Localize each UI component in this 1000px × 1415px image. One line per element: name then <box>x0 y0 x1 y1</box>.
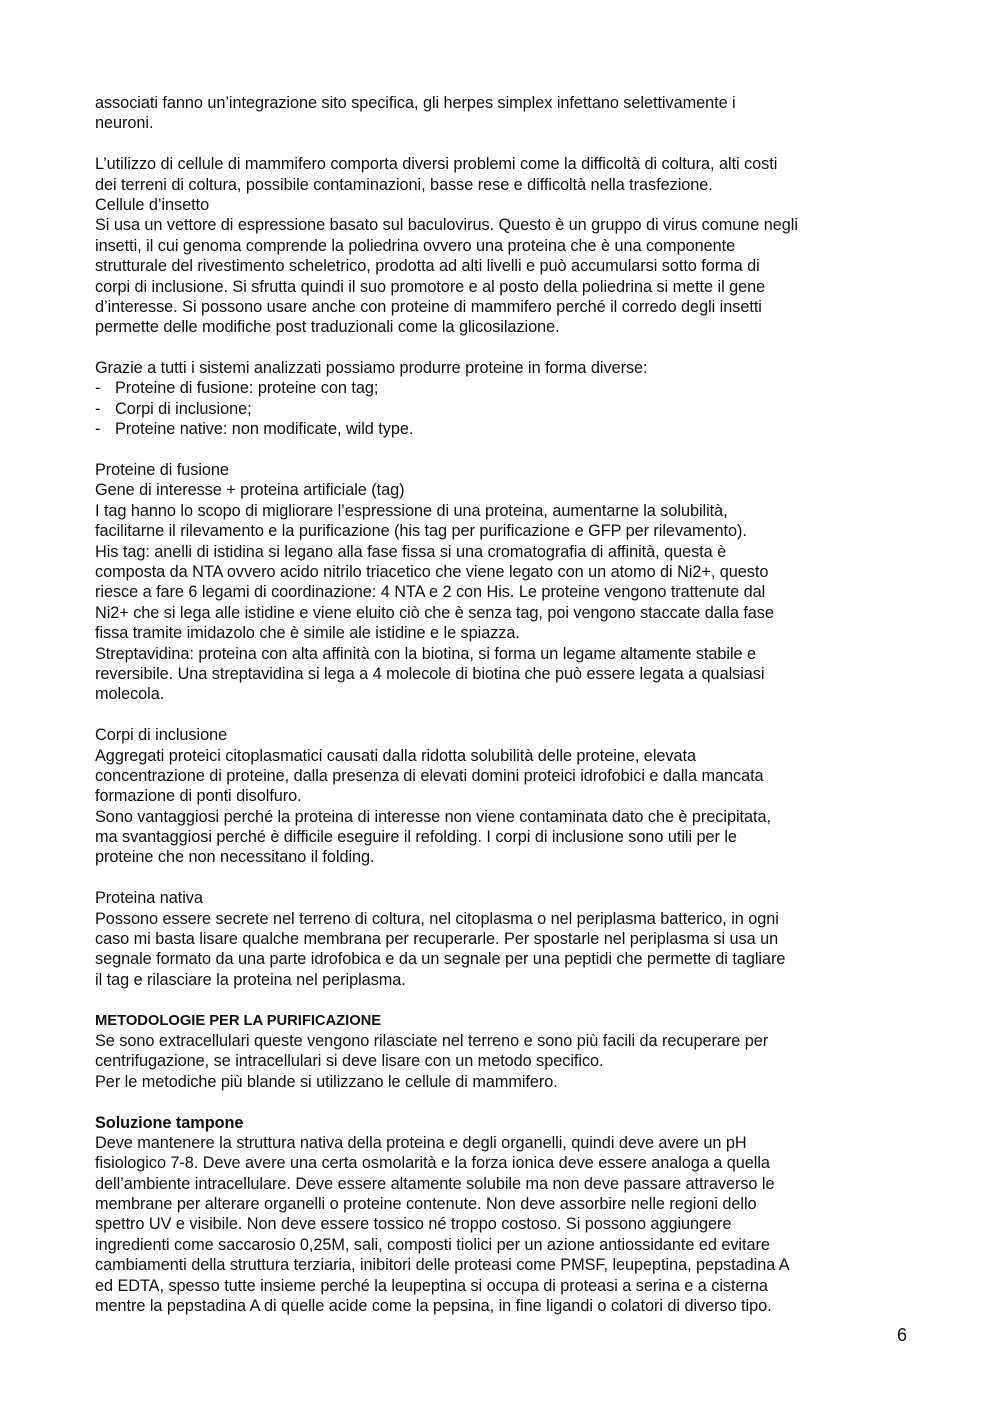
list-item-text: Proteine di fusione: proteine con tag; <box>115 379 379 398</box>
text-line: molecola. <box>95 685 165 704</box>
text-line: Streptavidina: proteina con alta affinità con la biotina, si forma un legame altamente stabile e <box>95 644 757 663</box>
text-line: fisiologico 7-8. Deve avere una certa osmolarità e la forza ionica deve essere analoga a quella <box>95 1154 770 1173</box>
text-line: His tag: anelli di istidina si legano alla fase fissa si una cromatografia di affinità, questa è <box>95 542 727 561</box>
text-line: membrane per alterare organelli o proteine contenute. Non deve assorbire nelle regioni dello <box>95 1195 757 1214</box>
text-line: facilitarne il rilevamento e la purificazione (his tag per purificazione e GFP per rilevamento). <box>95 522 747 541</box>
list-item: - Proteine native: non modificate, wild type. <box>95 420 414 439</box>
text-line: fissa tramite imidazolo che è simile ale istidine e le spiazza. <box>95 624 520 643</box>
section-heading-insect-cells: Cellule d’insetto <box>95 195 210 214</box>
text-line: spettro UV e visibile. Non deve essere tossico né troppo costoso. Si possono aggiungere <box>95 1215 732 1234</box>
text-line: Aggregati proteici citoplasmatici causati dalla ridotta solubilità delle proteine, elevata <box>95 746 696 765</box>
list-item: - Proteine di fusione: proteine con tag; <box>95 379 379 398</box>
text-line: riesce a fare 6 legami di coordinazione: 4 NTA e 2 con His. Le proteine vengono trattenute dal <box>95 583 766 602</box>
text-line: reversibile. Una streptavidina si lega a 4 molecole di biotina che può essere legata a qualsiasi <box>95 664 765 683</box>
text-line: mentre la pepstadina A di quelle acide come la pepsina, in fine ligandi o colatori di diverso tipo. <box>95 1297 772 1316</box>
text-line: ma svantaggiosi perché è difficile eseguire il refolding. I corpi di inclusione sono utili per le <box>95 828 737 847</box>
text-line: dell’ambiente intracellulare. Deve essere altamente solubile ma non deve passare attraverso le <box>95 1174 775 1193</box>
text-line: segnale formato da una parte idrofobica e da un segnale per una peptidi che permette di tagliare <box>95 950 786 969</box>
section-heading-purification: METODOLOGIE PER LA PURIFICAZIONE <box>95 1012 382 1029</box>
text-line: concentrazione di proteine, dalla presenza di elevati domini proteici idrofobici e dalla mancata <box>95 766 764 785</box>
text-line: proteine che non necessitano il folding. <box>95 848 375 867</box>
text-line: I tag hanno lo scopo di migliorare l’espressione di una proteina, aumentarne la solubilità, <box>95 501 728 520</box>
text-line: insetti, il cui genoma comprende la poliedrina ovvero una proteina che è una componente <box>95 236 736 255</box>
section-heading-inclusion: Corpi di inclusione <box>95 726 228 745</box>
text-line: associati fanno un’integrazione sito specifica, gli herpes simplex infettano selettivamente i <box>95 94 736 112</box>
text-line: Se sono extracellulari queste vengono rilasciate nel terreno e sono più facili da recuperare per <box>95 1031 769 1050</box>
document-page <box>95 93 910 1316</box>
list-item-text: Proteine native: non modificate, wild type. <box>115 420 414 439</box>
list-item-text: Corpi di inclusione; <box>115 399 252 418</box>
text-line: Possono essere secrete nel terreno di coltura, nel citoplasma o nel periplasma batterico, in ogni <box>95 909 779 928</box>
text-line: Deve mantenere la struttura nativa della proteina e degli organelli, quindi deve avere un pH <box>95 1133 747 1152</box>
text-line: Grazie a tutti i sistemi analizzati possiamo produrre proteine in forma diverse: <box>95 359 648 378</box>
text-line: strutturale del rivestimento scheletrico, prodotta ad alti livelli e può accumularsi sotto forma di <box>95 257 760 276</box>
text-line: ed EDTA, spesso tutte insieme perché la leupeptina si occupa di proteasi a serina e a cisterna <box>95 1276 768 1295</box>
list-item: - Corpi di inclusione; <box>95 399 252 418</box>
text-line: Sono vantaggiosi perché la proteina di interesse non viene contaminata dato che è precipitata, <box>95 807 771 826</box>
section-heading-fusion: Proteine di fusione <box>95 461 229 480</box>
section-heading-native: Proteina nativa <box>95 889 203 908</box>
text-line: formazione di ponti disolfuro. <box>95 787 302 806</box>
text-line: Si usa un vettore di espressione basato sul baculovirus. Questo è un gruppo di virus comune negli <box>95 216 798 235</box>
text-line: L’utilizzo di cellule di mammifero comporta diversi problemi come la difficoltà di coltura, alti costi <box>95 155 778 174</box>
text-line: centrifugazione, se intracellulari si deve lisare con un metodo specifico. <box>95 1052 604 1071</box>
section-heading-buffer: Soluzione tampone <box>95 1113 244 1132</box>
text-line: dei terreni di coltura, possibile contaminazioni, basse rese e difficoltà nella trasfezione. <box>95 175 713 194</box>
text-line: Gene di interesse + proteina artificiale (tag) <box>95 481 405 500</box>
text-line: corpi di inclusione. Si sfrutta quindi il suo promotore e al posto della poliedrina si mette il gene <box>95 277 766 296</box>
text-line: il tag e rilasciare la proteina nel periplasma. <box>95 970 406 989</box>
text-line: cambiamenti della struttura terziaria, inibitori delle proteasi come PMSF, leupeptina, pepstadina A <box>95 1256 790 1275</box>
text-line: d’interesse. Si possono usare anche con proteine di mammifero perché il corredo degli insetti <box>95 297 762 316</box>
text-line: caso mi basta lisare qualche membrana per recuperarle. Per spostarle nel periplasma si usa un <box>95 930 779 949</box>
text-line: composta da NTA ovvero acido nitrilo triacetico che viene legato con un atomo di Ni2+, questo <box>95 562 769 581</box>
text-line: Ni2+ che si lega alle istidine e viene eluito ciò che è senza tag, poi vengono staccate dalla fase <box>95 603 774 622</box>
page-number: 6 <box>896 1325 907 1345</box>
text-line: ingredienti come saccarosio 0,25M, sali, composti tiolici per un azione antiossidante ed evitare <box>95 1235 770 1254</box>
text-line: neuroni. <box>95 114 154 133</box>
text-line: permette delle modifiche post traduzionali come la glicosilazione. <box>95 318 560 337</box>
text-line: Per le metodiche più blande si utilizzano le cellule di mammifero. <box>95 1072 558 1091</box>
